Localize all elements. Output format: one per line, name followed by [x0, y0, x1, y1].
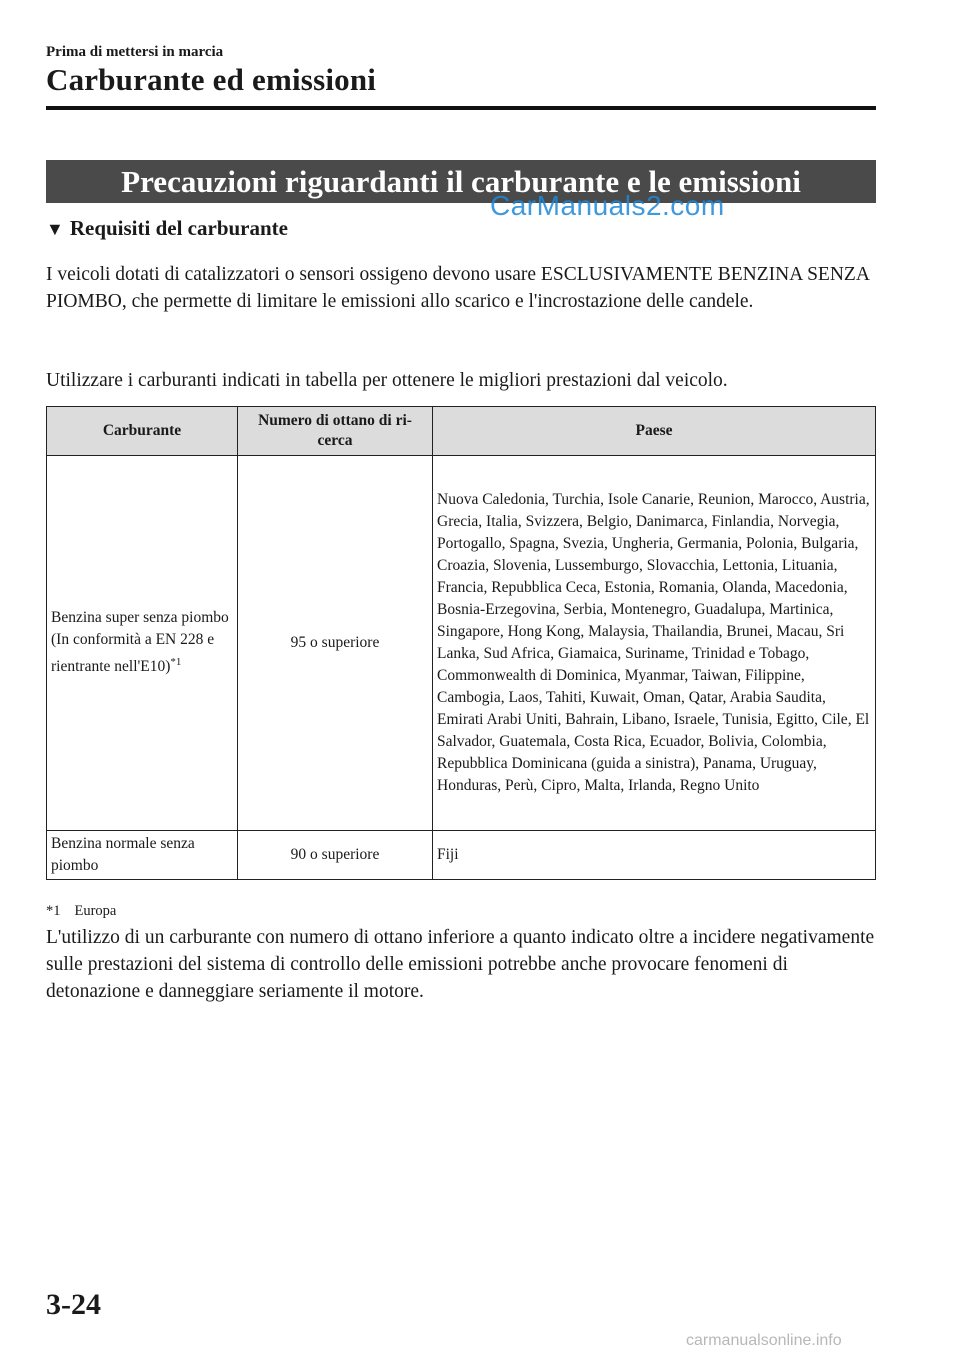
- countries-cell: Nuova Caledonia, Turchia, Isole Canarie, Reunion, Marocco, Austria, Grecia, Italia, Svizzera, Belgio, Danimarca, Finlandia, Norvegia, Portogallo, Spagna, Svezia, Ungheria, Germania, Polonia, Bulgaria, Croazia, Slovenia, Lussemburgo, Slovacchia, Lettonia, Lituania, Francia, Repubblica Ceca, Estonia, Romania, Olanda, Macedonia, Bosnia-Erzegovina, Serbia, Montenegro, Guadalupa, Martinica, Singapore, Hong Kong, Malaysia, Thailandia, Brunei, Macau, Sri Lanka, Sud Africa, Giamaica, Suriname, Trinidad e Tobago, Commonwealth di Dominica, Myanmar, Taiwan, Filippine, Cambogia, Laos, Tahiti, Kuwait, Oman, Qatar, Arabia Saudita, Emirati Arabi Uniti, Bahrain, Libano, Israele, Tunisia, Egitto, Cile, El Salvador, Guatemala, Costa Rica, Ecuador, Bolivia, Colombia, Repubblica Dominicana (guida a sinistra), Panama, Uruguay, Honduras, Perù, Cipro, Malta, Irlanda, Regno Unito: [433, 456, 876, 831]
- table-row: [47, 456, 876, 831]
- footnote-mark: *1: [46, 903, 61, 919]
- header-fuel: Carburante: [47, 407, 238, 456]
- footnote-ref: *1: [170, 656, 182, 669]
- table-intro-paragraph: Utilizzare i carburanti indicati in tabella per ottenere le migliori prestazioni dal veicolo.: [46, 370, 728, 391]
- table-header-row: [47, 407, 876, 456]
- section-title-banner: Precauzioni riguardanti il carburante e le emissioni: [46, 160, 876, 203]
- warning-paragraph: L'utilizzo di un carburante con numero di ottano inferiore a quanto indicato oltre a incidere negativamente sulle prestazioni del sistema di controllo delle emissioni potrebbe anche provocare fenomeni di detonazione e danneggiare seriamente il motore.: [46, 927, 875, 1002]
- watermark-footer: carmanualsonline.info: [686, 1332, 842, 1349]
- octane-cell: 90 o superiore: [238, 831, 433, 880]
- breadcrumb: Prima di mettersi in marcia: [46, 44, 224, 60]
- page-number: 3-24: [46, 1288, 101, 1321]
- footnote: [46, 903, 116, 920]
- subheading-text: Requisiti del carburante: [69, 216, 288, 240]
- header-country: Paese: [433, 407, 876, 456]
- table-row: [47, 831, 876, 880]
- header-divider: [46, 106, 876, 110]
- fuel-cell: [47, 456, 238, 831]
- fuel-cell: Benzina normale senza piombo: [47, 831, 238, 880]
- countries-cell: Fiji: [433, 831, 876, 880]
- octane-cell: 95 o superiore: [238, 456, 433, 831]
- intro-paragraph: I veicoli dotati di catalizzatori o sensori ossigeno devono usare ESCLUSIVAMENTE BENZINA SENZA PIOMBO, che permette di limitare le emissioni allo scarico e l'incrostazione delle candele.: [46, 264, 869, 312]
- chapter-title: Carburante ed emissioni: [46, 62, 377, 97]
- header-octane: Numero di ottano di ri-cerca: [238, 407, 433, 456]
- fuel-requirements-table: [46, 406, 876, 880]
- fuel-name-text: Benzina super senza piombo (In conformità a EN 228 e rientrante nell'E10): [51, 609, 229, 676]
- footnote-text: Europa: [74, 903, 117, 919]
- watermark-logo: CarManuals2.com: [490, 190, 725, 221]
- subheading: [46, 216, 288, 241]
- triangle-bullet-icon: ▼: [46, 219, 64, 239]
